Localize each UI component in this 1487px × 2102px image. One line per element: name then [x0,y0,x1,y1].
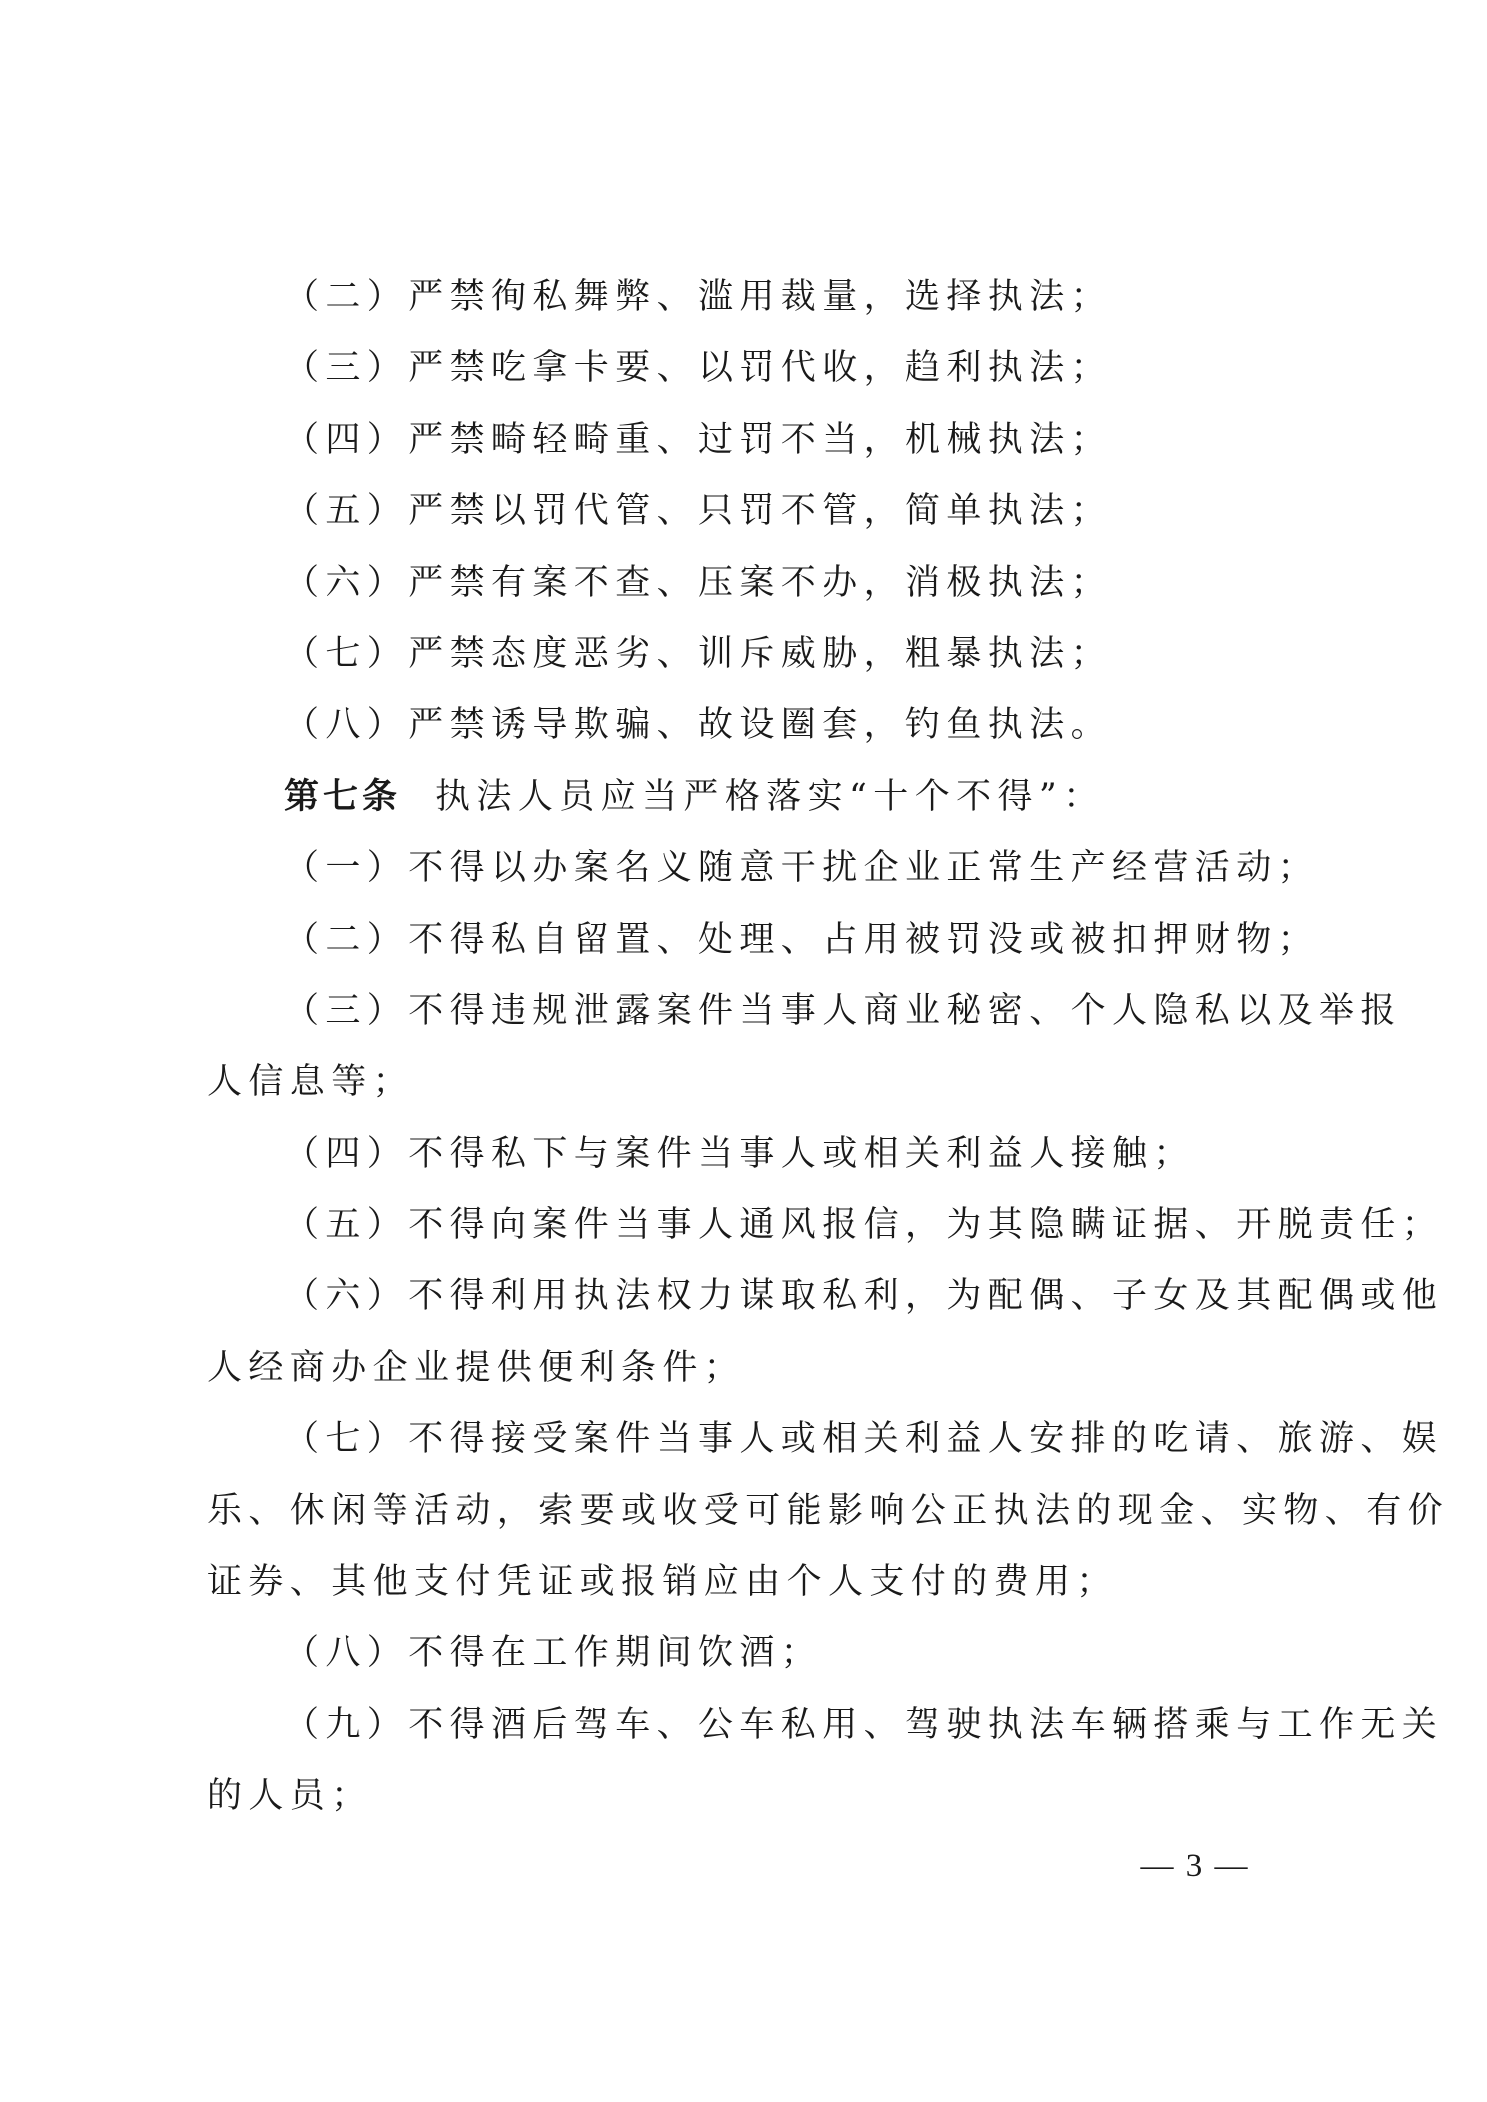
article-7-item-4: （四）不得私下与案件当事人或相关利益人接触； [284,1133,1195,1174]
article-7-item-6: （六）不得利用执法权力谋取私利，为配偶、子女及其配偶或他 [284,1276,1444,1317]
clause-8: （八）严禁诱导欺骗、故设圈套，钓鱼执法。 [284,705,1113,746]
clause-7: （七）严禁态度恶劣、训斥威胁，粗暴执法； [284,633,1113,674]
clause-5: （五）严禁以罚代管、只罚不管，简单执法； [284,491,1113,532]
article-7-intro: 执法人员应当严格落实“十个不得”： [435,776,1105,817]
article-7-item-3: （三）不得违规泄露案件当事人商业秘密、个人隐私以及举报 [284,990,1402,1031]
document-body [207,262,1450,1833]
article-7-item-7-cont-1: 乐、休闲等活动，索要或收受可能影响公正执法的现金、实物、有价 [207,1490,1450,1531]
clause-2: （二）严禁徇私舞弊、滥用裁量，选择执法； [284,277,1113,317]
article-7-item-5: （五）不得向案件当事人通风报信，为其隐瞒证据、开脱责任； [284,1205,1444,1246]
article-7-item-8: （八）不得在工作期间饮酒； [284,1633,823,1674]
article-7-item-1: （一）不得以办案名义随意干扰企业正常生产经营活动； [284,848,1320,889]
clause-4: （四）严禁畸轻畸重、过罚不当，机械执法； [284,419,1113,460]
article-7-item-9-cont: 的人员； [207,1776,373,1817]
clause-3: （三）严禁吃拿卡要、以罚代收，趋利执法； [284,348,1113,389]
article-7-item-2: （二）不得私自留置、处理、占用被罚没或被扣押财物； [284,919,1320,960]
clause-6: （六）严禁有案不查、压案不办，消极执法； [284,562,1113,603]
article-7-title [207,762,1287,833]
page-number: — 3 — [1140,1848,1250,1884]
article-7-item-6-cont: 人经商办企业提供便利条件； [207,1347,746,1388]
article-7-item-9: （九）不得酒后驾车、公车私用、驾驶执法车辆搭乘与工作无关 [284,1704,1444,1745]
article-7-item-7-cont-2: 证券、其他支付凭证或报销应由个人支付的费用； [207,1562,1118,1603]
article-7-item-7: （七）不得接受案件当事人或相关利益人安排的吃请、旅游、娱 [284,1419,1444,1460]
article-7-heading: 第七条 [284,776,402,817]
article-7-item-3-cont: 人信息等； [207,1062,415,1103]
